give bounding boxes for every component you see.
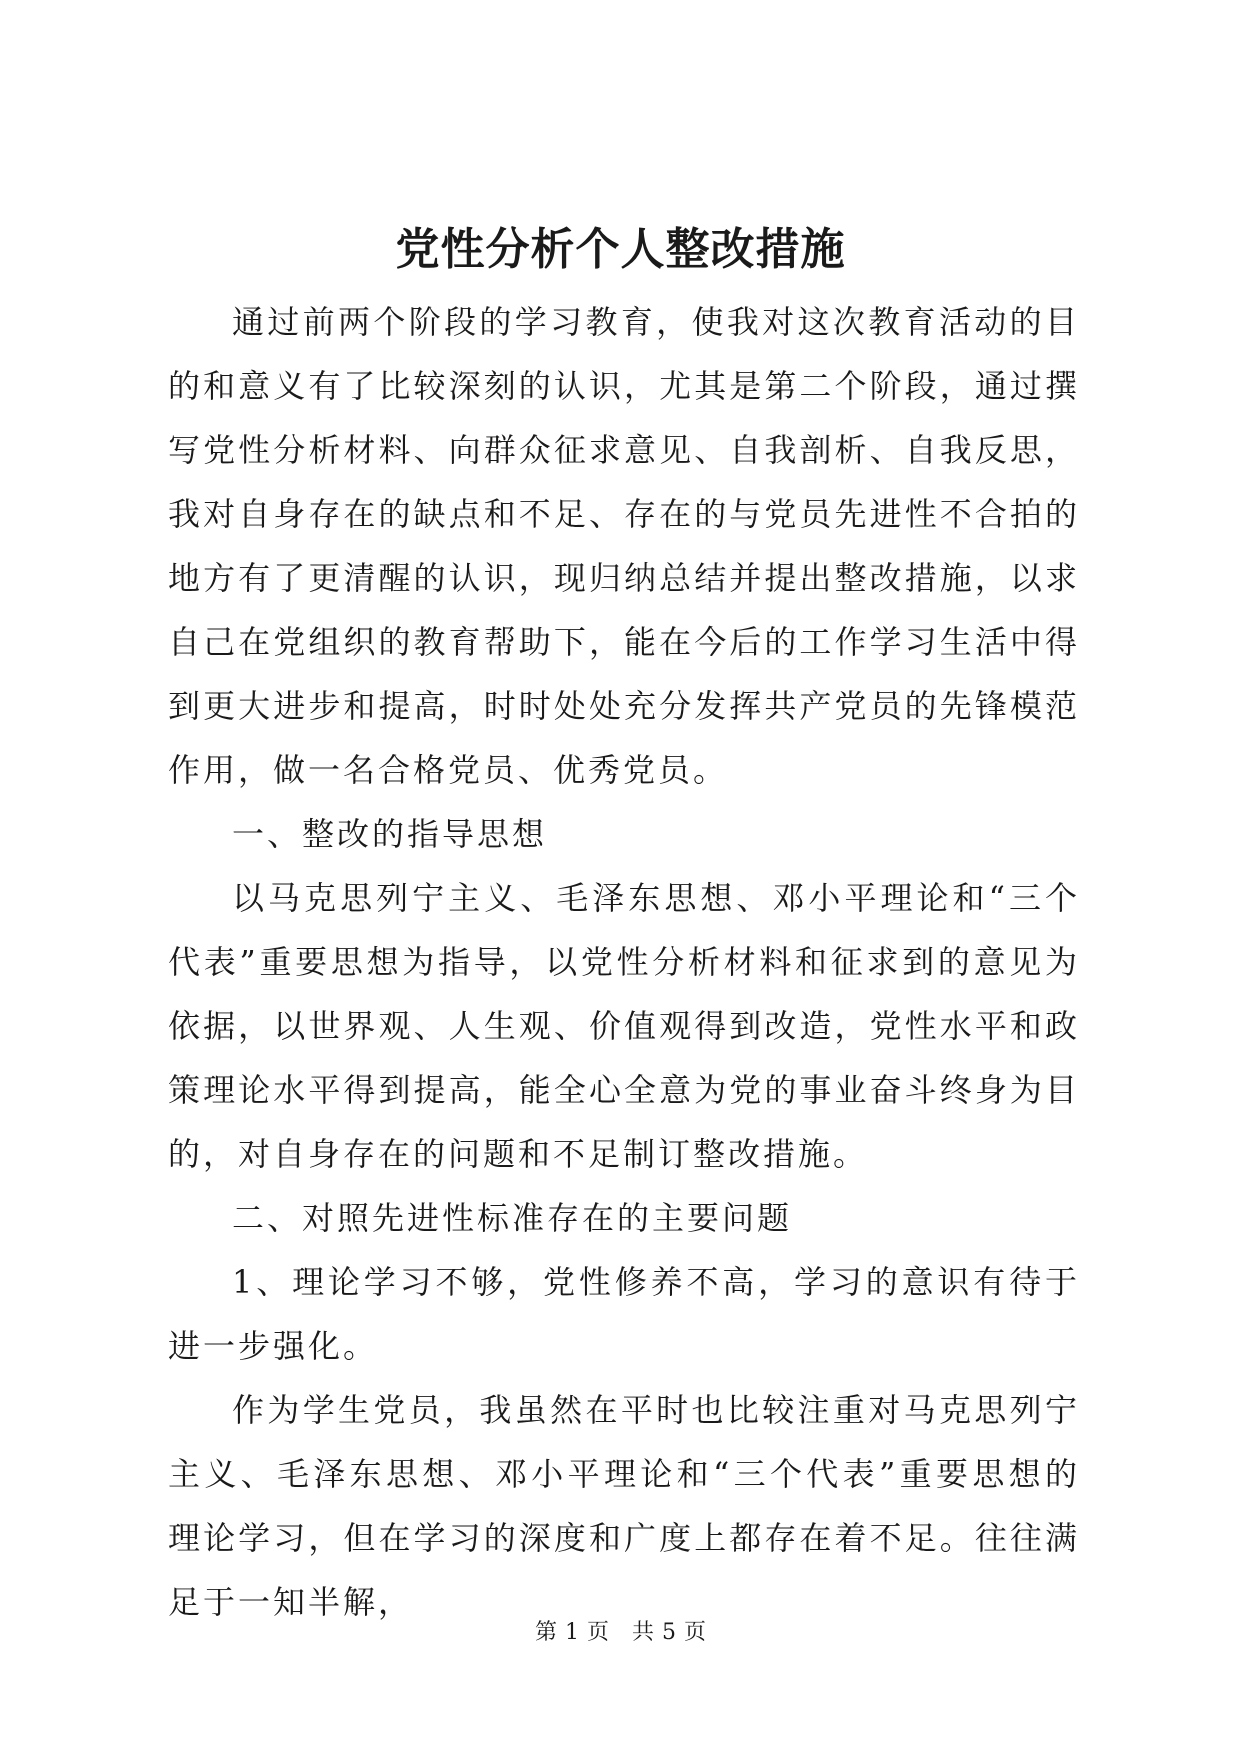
page-number	[531, 1620, 613, 1645]
guiding-thought-paragraph: 以马克思列宁主义、毛泽东思想、邓小平理论和“三个代表”重要思想为指导，以党性分析材料和征求到的意见为依据，以世界观、人生观、价值观得到改造，党性水平和政策理论水平得到提高，能全心全意为党的事业奋斗终身为目的，对自身存在的问题和不足制订整改措施。	[168, 879, 1080, 1173]
section-heading-2: 二、对照先进性标准存在的主要问题	[232, 1199, 793, 1237]
total-count: 5	[662, 1620, 677, 1645]
intro-paragraph: 通过前两个阶段的学习教育，使我对这次教育活动的目的和意义有了比较深刻的认识，尤其是第二个阶段，通过撰写党性分析材料、向群众征求意见、自我剖析、自我反思，我对自身存在的缺点和不足、存在的与党员先进性不合拍的地方有了更清醒的认识，现归纳总结并提出整改措施，以求自己在党组织的教育帮助下，能在今后的工作学习生活中得到更大进步和提高，时时处处充分发挥共产党员的先锋模范作用，做一名合格党员、优秀党员。	[168, 303, 1080, 789]
document-body	[168, 290, 1080, 1634]
page-unit: 页	[586, 1620, 609, 1645]
page-current: 1	[564, 1620, 579, 1645]
page-total	[628, 1620, 710, 1645]
document-title: 党性分析个人整改措施	[395, 224, 846, 275]
page-footer	[0, 1618, 1241, 1648]
problem-1-paragraph: 1、理论学习不够，党性修养不高，学习的意识有待于进一步强化。	[168, 1263, 1080, 1365]
page-prefix: 第	[534, 1620, 557, 1645]
total-unit: 页	[684, 1620, 707, 1645]
problem-1-detail-paragraph: 作为学生党员，我虽然在平时也比较注重对马克思列宁主义、毛泽东思想、邓小平理论和“三个代表”重要思想的理论学习，但在学习的深度和广度上都存在着不足。往往满足于一知半解，	[168, 1391, 1080, 1621]
total-prefix: 共	[632, 1620, 655, 1645]
section-heading-1: 一、整改的指导思想	[232, 815, 548, 853]
